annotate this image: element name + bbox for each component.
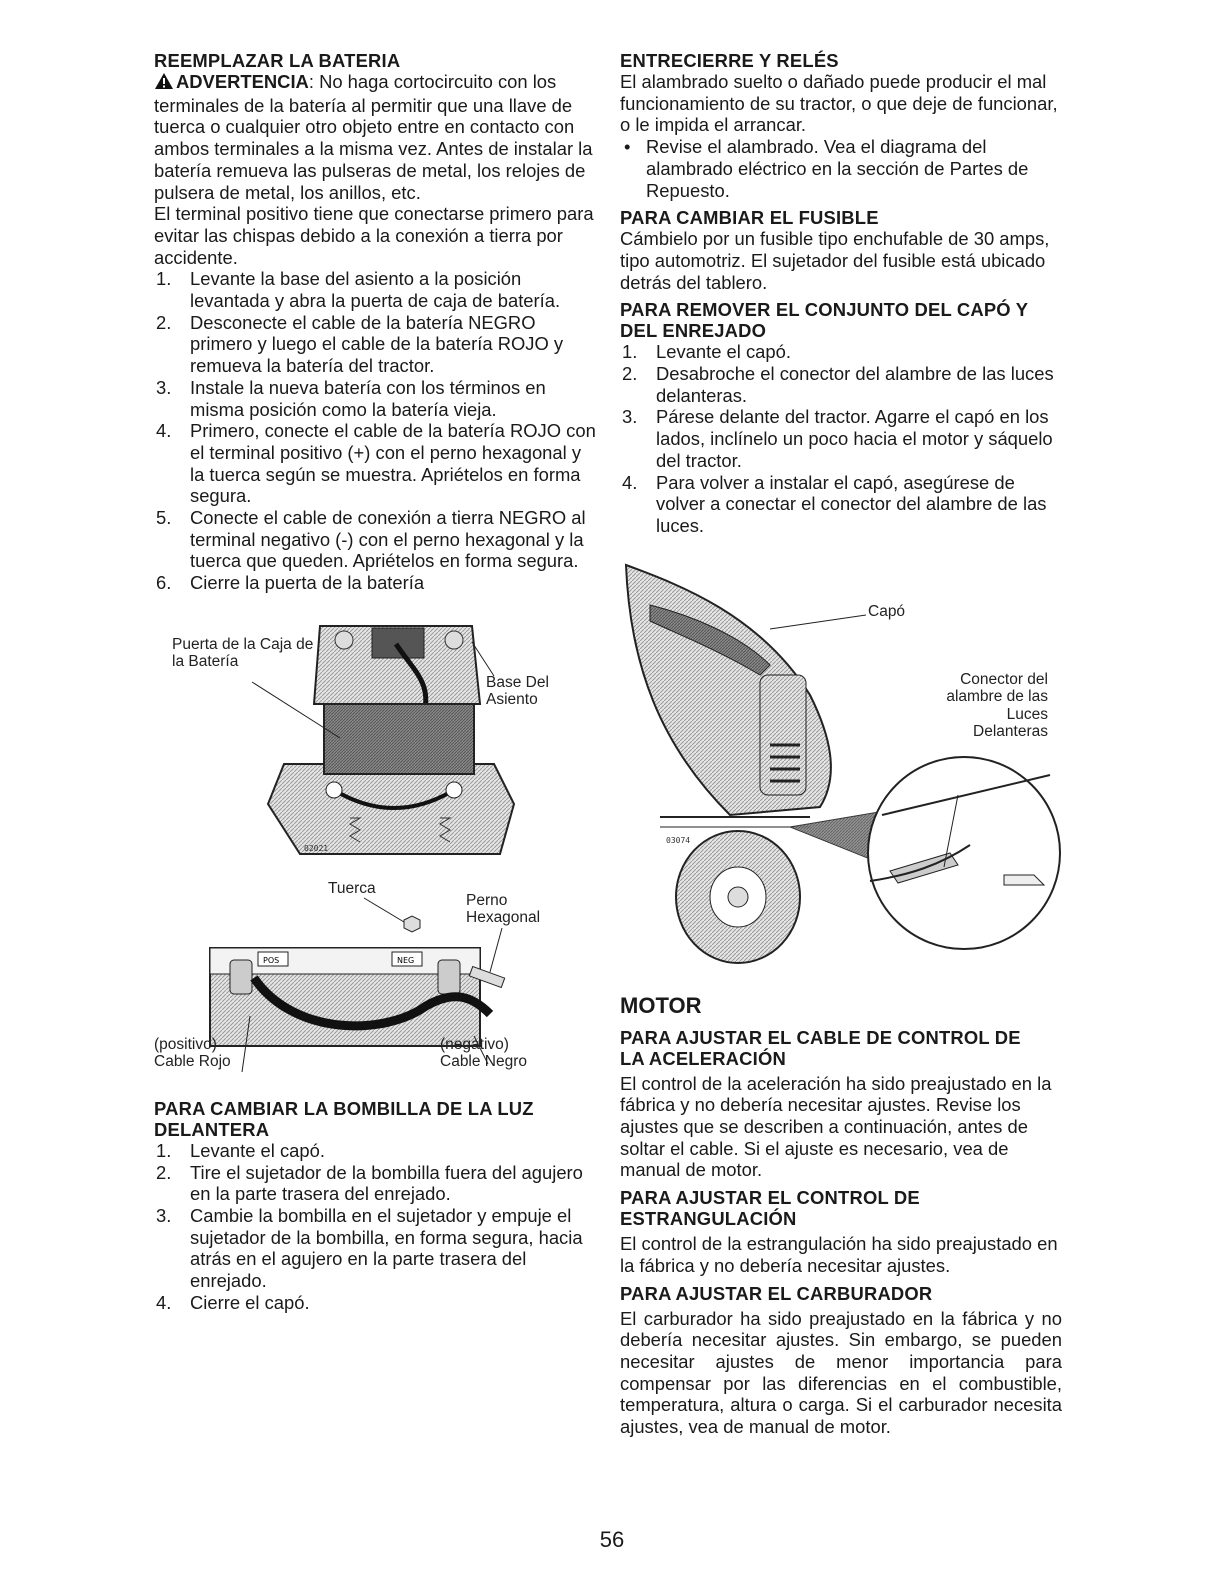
list-item: 2. Desabroche el conector del alambre de las luces delanteras. bbox=[622, 363, 1054, 406]
fuse-heading: PARA CAMBIAR EL FUSIBLE bbox=[620, 207, 879, 229]
list-item: • Revise el alambrado. Vea el diagrama del alambrado eléctrico en la sección de Partes de Repuesto. bbox=[624, 136, 1029, 201]
list-item: 3. Instale la nueva batería con los términos en misma posición como la batería vieja. bbox=[156, 376, 546, 420]
list-item: 4. Primero, conecte el cable de la batería ROJO con el terminal positivo (+) con el perno hexagonal y la tuerca según se muestra. Apriételos en forma segura. bbox=[156, 420, 596, 507]
figure-code: 03074 bbox=[666, 835, 691, 845]
neg-marking: NEG bbox=[397, 955, 415, 965]
carburetor-heading: PARA AJUSTAR EL CARBURADOR bbox=[620, 1282, 933, 1304]
hood-figure bbox=[620, 545, 1062, 987]
list-item: 4. Cierre el capó. bbox=[156, 1291, 310, 1313]
list-item: 1. Levante el capó. bbox=[622, 341, 791, 363]
page-number: 56 bbox=[599, 1527, 625, 1552]
choke-heading: PARA AJUSTAR EL CONTROL DE ESTRANGULACIÓN bbox=[620, 1187, 920, 1230]
label-positive-cable: (positivo) Cable Rojo bbox=[154, 1035, 231, 1071]
list-item: 3. Cambie la bombilla en el sujetador y empuje el sujetador de la bombilla, en forma segura, hacia atrás en el agujero en la parte trasera del enrejado. bbox=[156, 1204, 583, 1292]
hood-illustration bbox=[620, 545, 1062, 987]
warning-triangle-icon bbox=[154, 72, 174, 95]
battery-terminals-figure bbox=[154, 879, 596, 1086]
list-item: 2. Desconecte el cable de la batería NEGRO primero y luego el cable de la batería ROJO y remueva la batería del tractor. bbox=[156, 311, 564, 377]
list-item: 2. Tire el sujetador de la bombilla fuera del agujero en la parte trasera del enrejado. bbox=[156, 1161, 583, 1205]
label-hood: Capó bbox=[868, 602, 906, 620]
wiring-bullets bbox=[620, 136, 1062, 201]
list-item: 6. Cierre la puerta de la batería bbox=[156, 572, 425, 594]
throttle-text: El control de la aceleración ha sido preajustado en la fábrica y no debería necesitar ajustes. Revise los ajustes que se describen a continuación, antes de soltar el cable. Si el ajuste es necesario, vea de manual de motor. bbox=[620, 1072, 1052, 1181]
wiring-text: El alambrado suelto o dañado puede producir el mal funcionamiento de su tractor, o que deje de funcionar, o le impida el arrancar. bbox=[620, 71, 1058, 136]
throttle-heading: PARA AJUSTAR EL CABLE DE CONTROL DE LA ACELERACIÓN bbox=[620, 1026, 1021, 1069]
battery-heading: REEMPLAZAR LA BATERIA bbox=[154, 50, 401, 71]
carburetor-text: El carburador ha sido preajustado en la fábrica y no debería necesitar ajustes. Sin embargo, se pueden necesitar ajustes de menor importancia para compensar por las diferencias en el combustible, temperatura, altura o carga. Si el carburador necesita ajustes, vea de manual de motor. bbox=[620, 1307, 1062, 1438]
battery-note: El terminal positivo tiene que conectarse primero para evitar las chispas debido a la conexión a tierra por accidente. bbox=[154, 203, 594, 268]
battery-steps bbox=[154, 268, 596, 594]
choke-text: El control de la estrangulación ha sido preajustado en la fábrica y no debería necesitar ajustes. bbox=[620, 1233, 1058, 1276]
warning-text: : No haga cortocircuito con los terminales de la batería al permitir que una llave de tuerca o cualquier otro objeto entre en contacto con ambos terminales a la misma vez. Antes de instalar la batería remueva las pulseras de metal, los relojes de pulsera de metal, los anillos, etc. bbox=[154, 71, 593, 203]
wiring-heading: ENTRECIERRE Y RELÉS bbox=[620, 50, 839, 71]
label-battery-door: Puerta de la Caja de la Batería bbox=[172, 635, 314, 671]
list-item: 1. Levante la base del asiento a la posición levantada y abra la puerta de caja de batería. bbox=[156, 268, 561, 312]
bulb-steps bbox=[154, 1140, 596, 1314]
label-seat-base: Base Del Asiento bbox=[486, 673, 549, 709]
motor-heading: MOTOR bbox=[620, 992, 702, 1018]
fuse-text: Cámbielo por un fusible tipo enchufable de 30 amps, tipo automotriz. El sujetador del fusible está ubicado detrás del tablero. bbox=[620, 228, 1050, 293]
list-item: 4. Para volver a instalar el capó, asegúrese de volver a conectar el conector del alambre de las luces. bbox=[622, 471, 1047, 536]
label-nut: Tuerca bbox=[328, 879, 376, 897]
hood-heading: PARA REMOVER EL CONJUNTO DEL CAPÓ Y DEL ENREJADO bbox=[620, 299, 1028, 342]
figure-code: 02021 bbox=[304, 843, 329, 853]
battery-box-figure bbox=[154, 604, 596, 876]
label-hex-bolt: Perno Hexagonal bbox=[466, 891, 541, 927]
list-item: 3. Párese delante del tractor. Agarre el capó en los lados, inclínelo un poco hacia el motor y sáquelo del tractor. bbox=[622, 406, 1053, 471]
right-column bbox=[620, 50, 1062, 1438]
pos-marking: POS bbox=[263, 955, 280, 965]
list-item: 1. Levante el capó. bbox=[156, 1139, 325, 1161]
list-item: 5. Conecte el cable de conexión a tierra NEGRO al terminal negativo (-) con el perno hexagonal y la tuerca que queden. Apriételos en forma segura. bbox=[156, 507, 586, 572]
hood-steps bbox=[620, 341, 1062, 536]
label-negative-cable: (negativo) Cable Negro bbox=[440, 1035, 528, 1071]
label-headlight-connector: Conector del alambre de las Luces Delanteras bbox=[946, 670, 1048, 741]
battery-warning bbox=[154, 71, 596, 203]
warning-label: ADVERTENCIA bbox=[176, 71, 309, 92]
bulb-heading: PARA CAMBIAR LA BOMBILLA DE LA LUZ DELANTERA bbox=[154, 1097, 534, 1140]
left-column bbox=[154, 50, 596, 1314]
